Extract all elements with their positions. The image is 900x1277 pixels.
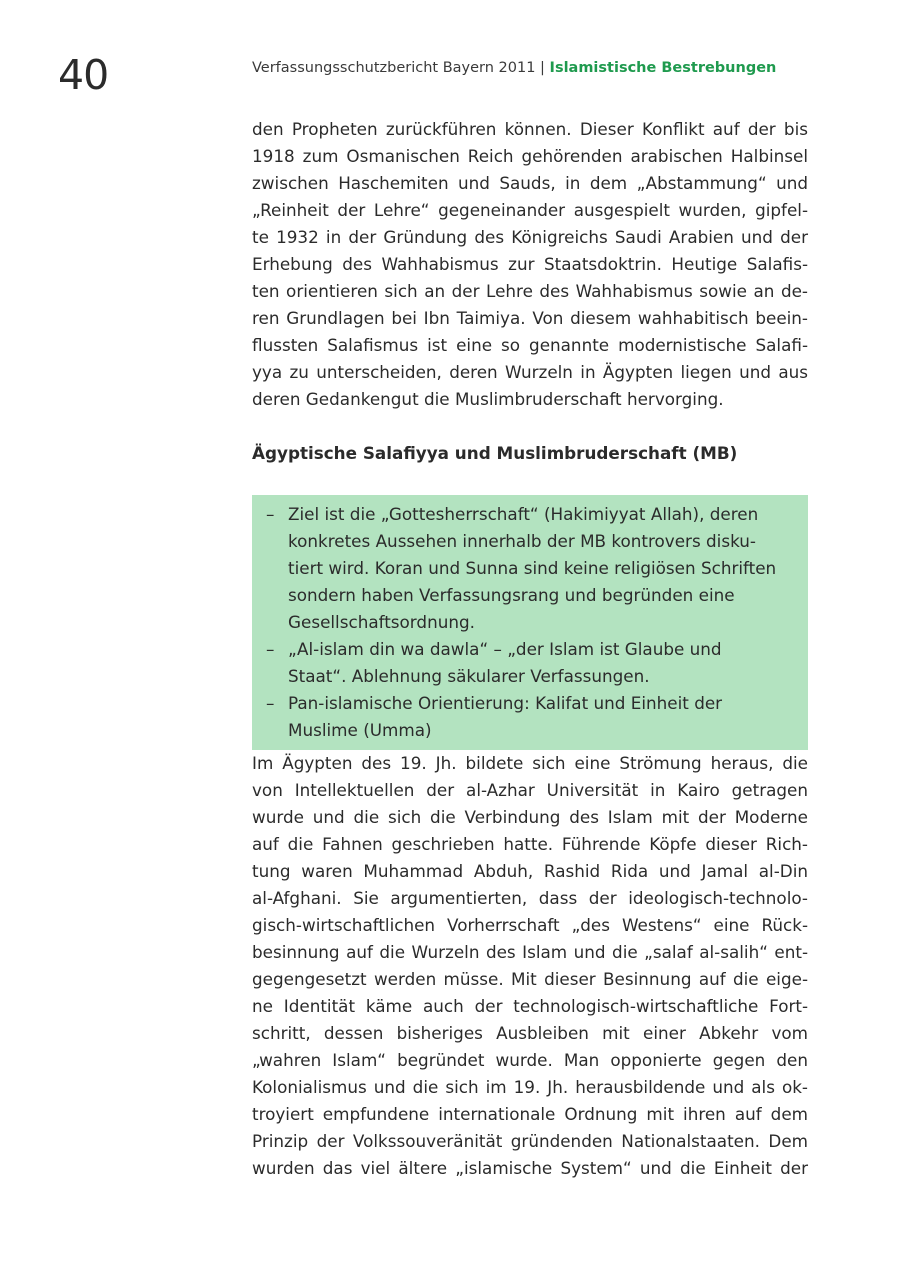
text-line: Ziel ist die „Gottesherrschaft“ (Hakimiyyat Allah), deren xyxy=(288,504,759,524)
text-line: tung waren Muhammad Abduh, Rashid Rida und Jamal al-Din xyxy=(252,861,808,881)
highlight-box xyxy=(252,495,808,750)
paragraph-salafism-origins xyxy=(252,116,808,413)
text-line: Kolonialismus und die sich im 19. Jh. herausbildende und als ok- xyxy=(252,1077,808,1097)
text-line: „wahren Islam“ begründet wurde. Man opponierte gegen den xyxy=(252,1050,808,1070)
dash-bullet: – xyxy=(266,504,275,524)
text-line: tiert wird. Koran und Sunna sind keine religiösen Schriften xyxy=(288,558,777,578)
text-line: Im Ägypten des 19. Jh. bildete sich eine Strömung heraus, die xyxy=(252,753,808,773)
list-item xyxy=(266,636,792,690)
key-points-list xyxy=(266,501,792,744)
text-line: deren Gedankengut die Muslimbruderschaft hervorging. xyxy=(252,389,724,409)
text-line: „Reinheit der Lehre“ gegeneinander ausgespielt wurden, gipfel- xyxy=(252,200,808,220)
text-line: „Al-islam din wa dawla“ – „der Islam ist Glaube und xyxy=(288,639,722,659)
list-item xyxy=(266,690,792,744)
section-subheading: Ägyptische Salafiyya und Muslimbruderschaft (MB) xyxy=(252,443,738,463)
text-line: sondern haben Verfassungsrang und begründen eine xyxy=(288,585,735,605)
text-line: Pan-islamische Orientierung: Kalifat und Einheit der xyxy=(288,693,723,713)
header-report-title: Verfassungsschutzbericht Bayern 2011 | xyxy=(252,60,550,76)
text-line: troyiert empfundene internationale Ordnung mit ihren auf dem xyxy=(252,1104,808,1124)
text-line: flussten Salafismus ist eine so genannte modernistische Salafi- xyxy=(252,335,808,355)
page-number: 40 xyxy=(58,51,109,99)
text-line: Staat“. Ablehnung säkularer Verfassungen. xyxy=(288,666,650,686)
header-section-title: Islamistische Bestrebungen xyxy=(549,60,777,76)
text-line: konkretes Aussehen innerhalb der MB kontrovers disku- xyxy=(288,531,756,551)
text-line: wurde und die sich die Verbindung des Islam mit der Moderne xyxy=(252,807,808,827)
text-line: gisch-wirtschaftlichen Vorherrschaft „des Westens“ eine Rück- xyxy=(252,915,808,935)
text-line: Gesellschaftsordnung. xyxy=(288,612,475,632)
text-line: Muslime (Umma) xyxy=(288,720,432,740)
text-line: ne Identität käme auch der technologisch-wirtschaftliche Fort- xyxy=(252,996,808,1016)
text-line: gegengesetzt werden müsse. Mit dieser Besinnung auf die eige- xyxy=(252,969,808,989)
text-line: auf die Fahnen geschrieben hatte. Führende Köpfe dieser Rich- xyxy=(252,834,808,854)
text-line: ren Grundlagen bei Ibn Taimiya. Von diesem wahhabitisch beein- xyxy=(252,308,808,328)
running-header xyxy=(252,58,776,78)
list-item xyxy=(266,501,792,636)
text-line: Prinzip der Volkssouveränität gründenden Nationalstaaten. Dem xyxy=(252,1131,808,1151)
paragraph-egyptian-movement xyxy=(252,750,808,1182)
dash-bullet: – xyxy=(266,693,275,713)
text-line: te 1932 in der Gründung des Königreichs Saudi Arabien und der xyxy=(252,227,808,247)
text-line: besinnung auf die Wurzeln des Islam und die „salaf al-salih“ ent- xyxy=(252,942,808,962)
text-line: ten orientieren sich an der Lehre des Wahhabismus sowie an de- xyxy=(252,281,808,301)
text-line: Erhebung des Wahhabismus zur Staatsdoktrin. Heutige Salafis- xyxy=(252,254,808,274)
text-line: zwischen Haschemiten und Sauds, in dem „Abstammung“ und xyxy=(252,173,808,193)
text-line: schritt, dessen bisheriges Ausbleiben mit einer Abkehr vom xyxy=(252,1023,808,1043)
text-line: wurden das viel ältere „islamische System“ und die Einheit der xyxy=(252,1158,808,1178)
dash-bullet: – xyxy=(266,639,275,659)
text-line: yya zu unterscheiden, deren Wurzeln in Ägypten liegen und aus xyxy=(252,362,808,382)
main-content xyxy=(252,116,808,1182)
text-line: 1918 zum Osmanischen Reich gehörenden arabischen Halbinsel xyxy=(252,146,808,166)
text-line: al-Afghani. Sie argumentierten, dass der ideologisch-technolo- xyxy=(252,888,808,908)
text-line: den Propheten zurückführen können. Dieser Konflikt auf der bis xyxy=(252,119,808,139)
text-line: von Intellektuellen der al-Azhar Universität in Kairo getragen xyxy=(252,780,808,800)
